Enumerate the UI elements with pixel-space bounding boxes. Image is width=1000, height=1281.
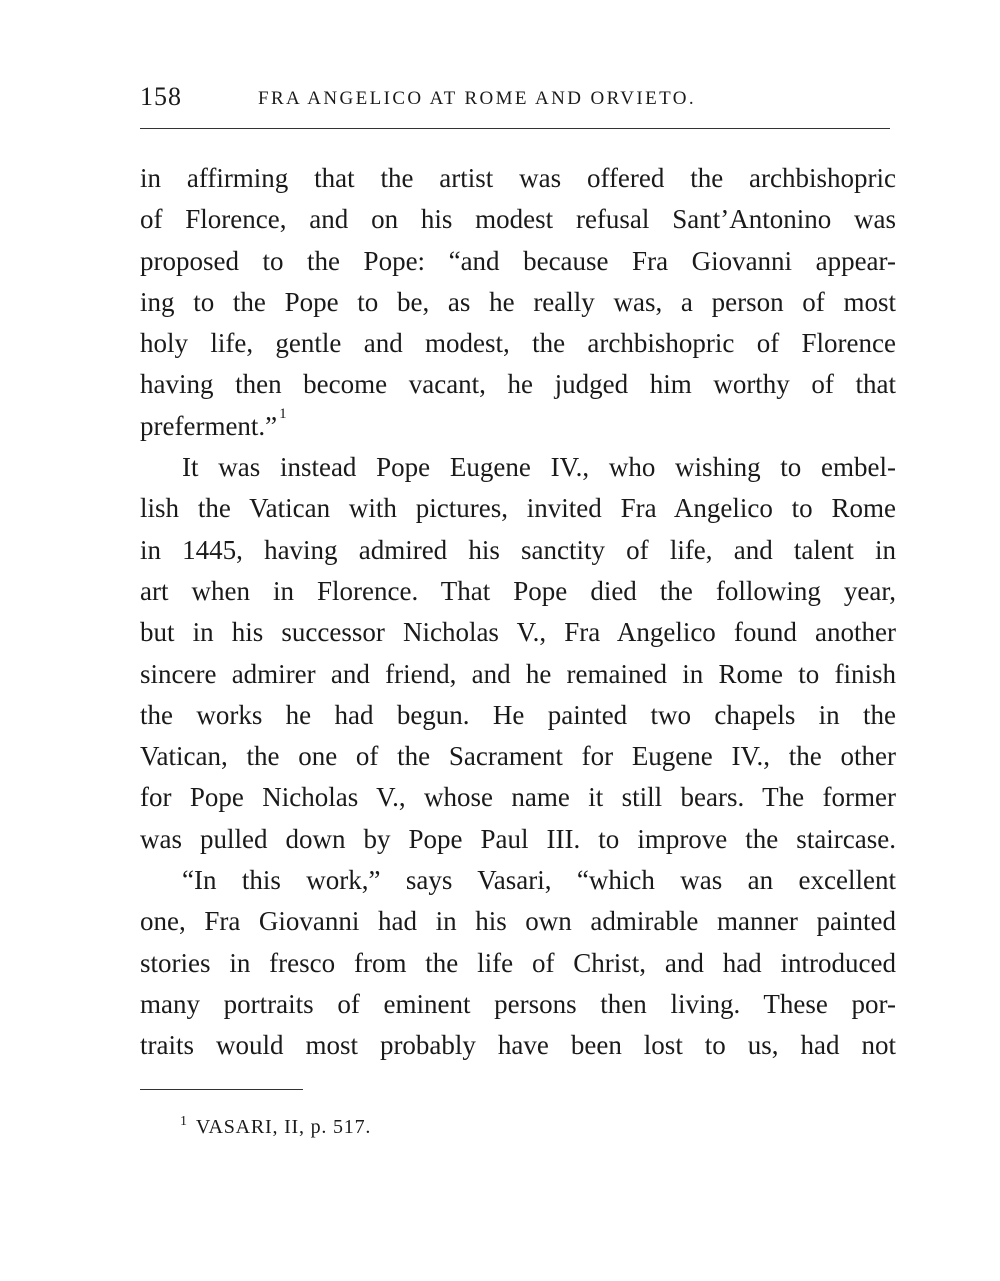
text-line: in affirming that the artist was offered the archbishopric: [140, 163, 896, 193]
body-text: [140, 158, 896, 1067]
running-title: FRA ANGELICO AT ROME AND ORVIETO.: [258, 88, 697, 109]
header-rule: [140, 128, 890, 129]
text-line: It was instead Pope Eugene IV., who wishing to embel-: [182, 452, 896, 483]
text-line: lish the Vatican with pictures, invited Fra Angelico to Rome: [140, 493, 896, 524]
text-line: proposed to the Pope: “and because Fra Giovanni appear-: [140, 245, 896, 276]
footnote: [180, 1116, 371, 1139]
text-line: many portraits of eminent persons then living. These por-: [140, 988, 896, 1019]
page-number: 158: [140, 82, 182, 111]
footnote-reference: 1: [279, 405, 287, 422]
text-line: holy life, gentle and modest, the archbishopric of Florence: [140, 328, 896, 359]
text-line: sincere admirer and friend, and he remained in Rome to finish: [140, 658, 896, 689]
text-line: was pulled down by Pope Paul III. to improve the staircase.: [140, 823, 896, 854]
footnote-mark: 1: [180, 1114, 188, 1129]
text-line: of Florence, and on his modest refusal Sant’Antonino was: [140, 204, 896, 235]
text-line-paragraph-end: [140, 406, 896, 447]
text-line: the works he had begun. He painted two chapels in the: [140, 699, 896, 730]
text-line: art when in Florence. That Pope died the following year,: [140, 575, 896, 606]
running-head: [140, 82, 892, 122]
text-line: for Pope Nicholas V., whose name it still bears. The former: [140, 782, 896, 813]
text-line: stories in fresco from the life of Christ, and had introduced: [140, 947, 896, 978]
footnote-rule: [140, 1089, 303, 1090]
text-line: Vatican, the one of the Sacrament for Eugene IV., the other: [140, 741, 896, 772]
footnote-text: VASARI, II, p. 517.: [195, 1116, 372, 1138]
text-line: but in his successor Nicholas V., Fra Angelico found another: [140, 617, 896, 648]
text-line: having then become vacant, he judged him worthy of that: [140, 369, 896, 400]
text-line: preferment.”: [140, 410, 278, 441]
text-line: traits would most probably have been lost to us, had not: [140, 1030, 896, 1061]
text-line: “In this work,” says Vasari, “which was an excellent: [182, 865, 896, 896]
text-line: in 1445, having admired his sanctity of life, and talent in: [140, 534, 896, 565]
text-line: one, Fra Giovanni had in his own admirable manner painted: [140, 906, 896, 937]
text-line: ing to the Pope to be, as he really was, a person of most: [140, 286, 896, 317]
